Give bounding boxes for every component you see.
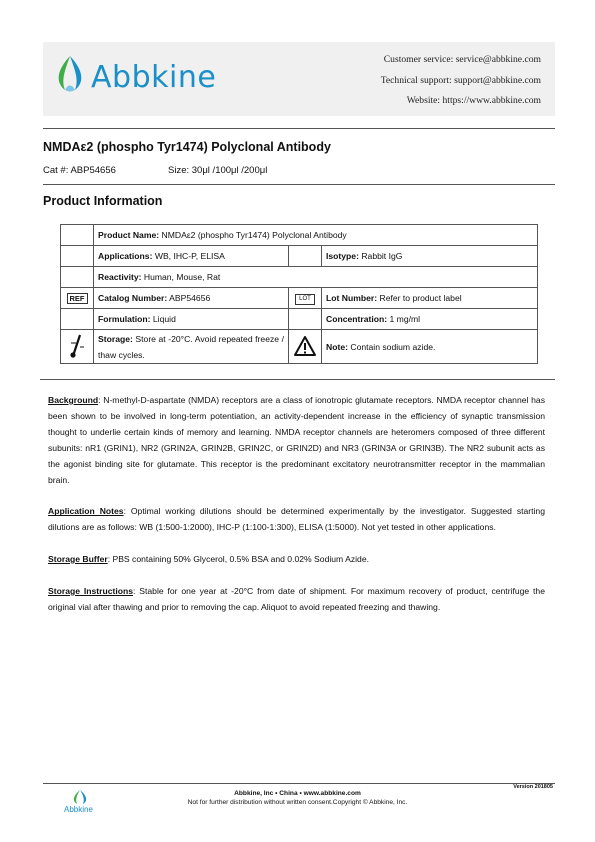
- thermometer-icon: [68, 333, 86, 359]
- warning-icon: [293, 335, 317, 357]
- abbkine-logo: [53, 54, 217, 99]
- version-label: Version 201805: [513, 784, 553, 790]
- note-value: Contain sodium azide.: [350, 341, 436, 352]
- section-title: Product Information: [43, 194, 163, 208]
- application-notes-text: : Optimal working dilutions should be determined experimentally by the investigator. Suggested starting dilutions are as follows: WB (1:500-1:2000), IHC-P (1:100-1:300), ELISA (1:5000). Not yet tested in other applications.: [48, 506, 545, 533]
- isotype-value: Rabbit IgG: [361, 251, 403, 261]
- background-text: : N-methyl-D-aspartate (NMDA) receptors are a class of ionotropic glutamate receptors. NMDA receptor channel has been shown to be involved in long-term potentiation, an activity-dependent increase in the efficiency of synaptic transmission thought to underlie certain kinds of memory and learning. NMDA receptor channels are heteromers composed of three different subunits: nR1 (GRIN1), NR2 (GRIN2A, GRIN2B, GRIN2C, or GRIN2D) and NR3 (GRIN3A or GRIN3B). The NR2 subunit acts as the agonist binding site for glutamate. This receptor is the predominant excitatory neurotransmitter receptor in the mammalian brain.: [48, 395, 545, 485]
- divider: [43, 128, 555, 129]
- table-row: [61, 309, 538, 330]
- concentration-label: Concentration:: [326, 314, 388, 324]
- website-line[interactable]: Website: https://www.abbkine.com: [406, 95, 541, 106]
- formulation-value: Liquid: [152, 314, 176, 324]
- product-title: NMDAε2 (phospho Tyr1474) Polyclonal Antibody: [43, 140, 331, 154]
- abbkine-leaf-icon: [53, 54, 87, 94]
- footer-brand: Abbkine: [64, 805, 93, 814]
- customer-service-line[interactable]: Customer service: service@abbkine.com: [383, 54, 541, 65]
- background-paragraph: [48, 393, 545, 488]
- storage-label: Storage:: [98, 333, 133, 344]
- product-info-table: [60, 224, 538, 364]
- storage-buffer-paragraph: [48, 552, 545, 568]
- catalog-number: Cat #: ABP54656: [43, 165, 116, 176]
- footer-divider: [43, 783, 555, 784]
- applications-value: WB, IHC-P, ELISA: [154, 251, 225, 261]
- isotype-label: Isotype:: [326, 251, 359, 261]
- divider: [43, 184, 555, 185]
- storage-instructions-paragraph: [48, 584, 545, 616]
- divider: [40, 379, 555, 380]
- lot-label: Lot Number:: [326, 293, 378, 303]
- header-banner: [43, 42, 555, 116]
- reactivity-value: Human, Mouse, Rat: [143, 272, 221, 282]
- brand-name: Abbkine: [91, 60, 217, 95]
- storage-buffer-label: Storage Buffer: [48, 554, 108, 565]
- product-name-value: NMDAε2 (phospho Tyr1474) Polyclonal Antibody: [161, 230, 347, 240]
- application-notes-label: Application Notes: [48, 506, 124, 517]
- storage-instructions-label: Storage Instructions: [48, 585, 134, 596]
- table-row: [61, 288, 538, 309]
- lot-value: Refer to product label: [379, 293, 462, 303]
- product-name-label: Product Name:: [98, 230, 160, 240]
- footer-company-line: Abbkine, Inc • China • www.abbkine.com: [234, 790, 361, 797]
- catalog-value: ABP54656: [169, 293, 211, 303]
- lot-symbol-icon: LOT: [295, 294, 315, 305]
- formulation-label: Formulation:: [98, 314, 151, 324]
- product-description: [48, 393, 545, 632]
- size: Size: 30μl /100μl /200μl: [168, 165, 268, 176]
- application-notes-paragraph: [48, 504, 545, 536]
- storage-buffer-text: : PBS containing 50% Glycerol, 0.5% BSA and 0.02% Sodium Azide.: [107, 554, 369, 565]
- ref-symbol-icon: REF: [67, 293, 88, 304]
- storage-instructions-text: : Stable for one year at -20°C from date of shipment. For maximum recovery of product, centrifuge the original vial after thawing and prior to removing the cap. Aliquot to avoid repeated freezing and thawing.: [48, 585, 545, 612]
- table-row: [61, 225, 538, 246]
- catalog-label: Catalog Number:: [98, 293, 168, 303]
- catalog-line: [43, 165, 267, 176]
- table-row: [61, 246, 538, 267]
- storage-value: Store at -20°C. Avoid repeated freeze / thaw cycles.: [98, 333, 284, 360]
- reactivity-label: Reactivity:: [98, 272, 142, 282]
- applications-label: Applications:: [98, 251, 153, 261]
- table-row: [61, 267, 538, 288]
- contact-info: [381, 50, 541, 112]
- table-row: [61, 330, 538, 364]
- technical-support-line[interactable]: Technical support: support@abbkine.com: [380, 74, 541, 86]
- footer-copyright-line: Not for further distribution without written consent.Copyright © Abbkine, Inc.: [187, 799, 408, 806]
- concentration-value: 1 mg/ml: [389, 314, 421, 324]
- background-label: Background: [48, 395, 99, 405]
- note-label: Note:: [326, 341, 348, 352]
